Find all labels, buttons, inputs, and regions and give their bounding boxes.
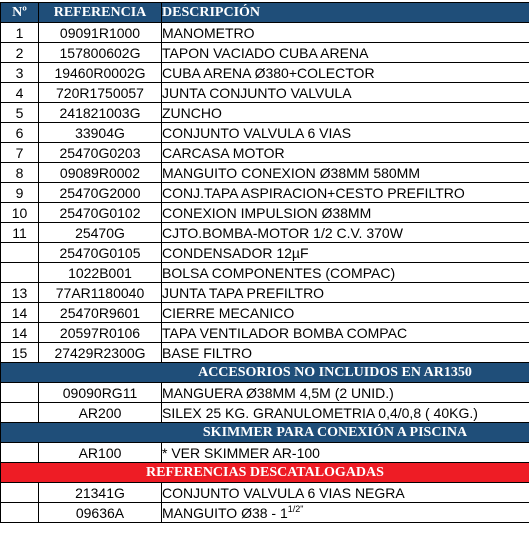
- section-accesorios-title: ACCESORIOS NO INCLUIDOS EN AR1350: [198, 364, 472, 380]
- part-number-cell: [1, 203, 39, 223]
- description-cell-text: BASE FILTRO: [162, 344, 252, 361]
- description-cell-text: JUNTA TAPA PREFILTRO: [162, 284, 325, 301]
- section-descatalogadas: [1, 463, 529, 483]
- part-number-cell-text: 1: [15, 24, 24, 41]
- reference-cell: [39, 43, 162, 63]
- part-number-cell: [1, 43, 39, 63]
- table-row: [1, 243, 529, 263]
- reference-cell-text: AR200: [78, 404, 122, 421]
- reference-cell: [39, 503, 162, 523]
- reference-cell-text: 21341G: [75, 484, 125, 501]
- table-row: [1, 63, 529, 83]
- table-row: [1, 143, 529, 163]
- table-row: [1, 483, 529, 503]
- description-cell: [162, 483, 529, 503]
- description-cell: [162, 343, 529, 363]
- reference-cell: [39, 243, 162, 263]
- table-header-row: [1, 3, 529, 23]
- description-cell-text: CARCASA MOTOR: [162, 144, 285, 161]
- description-cell: [162, 323, 529, 343]
- reference-cell: [39, 103, 162, 123]
- description-cell-text: CJTO.BOMBA-MOTOR 1/2 C.V. 370W: [162, 224, 403, 241]
- reference-cell: [39, 403, 162, 423]
- reference-cell: [39, 183, 162, 203]
- table-row: [1, 303, 529, 323]
- table-row: [1, 103, 529, 123]
- description-cell: [162, 283, 529, 303]
- part-number-cell-text: 10: [11, 204, 28, 221]
- part-number-cell-text: 4: [15, 84, 24, 101]
- description-cell-text: * VER SKIMMER AR-100: [162, 444, 320, 461]
- part-number-cell: [1, 303, 39, 323]
- part-number-cell-text: 9: [15, 184, 24, 201]
- table-row: [1, 503, 529, 523]
- description-cell: [162, 403, 529, 423]
- table-row: [1, 23, 529, 43]
- reference-cell: [39, 223, 162, 243]
- reference-cell-text: 09090RG11: [62, 384, 138, 401]
- description-cell-text: CONJUNTO VALVULA 6 VIAS NEGRA: [162, 484, 405, 501]
- reference-cell-text: 25470G0203: [59, 144, 141, 161]
- table-row: [1, 223, 529, 243]
- reference-cell-text: 25470G0105: [59, 244, 141, 261]
- description-cell-text: ZUNCHO: [162, 104, 222, 121]
- description-cell: [162, 243, 529, 263]
- description-cell-text: CIERRE MECANICO: [162, 304, 295, 321]
- reference-cell: [39, 263, 162, 283]
- part-number-cell: [1, 123, 39, 143]
- part-number-cell: [1, 263, 39, 283]
- part-number-cell: [1, 103, 39, 123]
- description-cell-text: CONEXION IMPULSION Ø38MM: [162, 204, 372, 221]
- description-cell-text: BOLSA COMPONENTES (COMPAC): [162, 264, 396, 281]
- section-skimmer-title: SKIMMER PARA CONEXIÓN A PISCINA: [202, 424, 468, 440]
- reference-cell: [39, 323, 162, 343]
- description-cell: [162, 63, 529, 83]
- part-number-cell: [1, 403, 39, 423]
- superscript-text: 1/2": [287, 503, 304, 514]
- column-header-number: Nº: [1, 3, 39, 23]
- table-row: [1, 123, 529, 143]
- description-cell-text: MANGUITO Ø38 - 1: [162, 504, 288, 521]
- description-cell-text: TAPON VACIADO CUBA ARENA: [162, 44, 369, 61]
- part-number-cell-text: 14: [11, 324, 28, 341]
- reference-cell: [39, 63, 162, 83]
- description-cell-text: CONDENSADOR 12µF: [162, 244, 309, 261]
- table-row: [1, 283, 529, 303]
- part-number-cell-text: 14: [11, 304, 28, 321]
- part-number-cell: [1, 183, 39, 203]
- description-cell-text: SILEX 25 KG. GRANULOMETRIA 0,4/0,8 ( 40KG.): [162, 404, 478, 421]
- table-row: [1, 443, 529, 463]
- description-cell-text: TAPA VENTILADOR BOMBA COMPAC: [162, 324, 408, 341]
- part-number-cell: [1, 483, 39, 503]
- description-cell: [162, 183, 529, 203]
- description-cell-text: JUNTA CONJUNTO VALVULA: [162, 84, 352, 101]
- table-row: [1, 343, 529, 363]
- reference-cell: [39, 383, 162, 403]
- table-row: [1, 83, 529, 103]
- part-number-cell: [1, 63, 39, 83]
- description-cell: [162, 383, 529, 403]
- part-number-cell: [1, 443, 39, 463]
- description-cell-text: CUBA ARENA Ø380+COLECTOR: [162, 64, 375, 81]
- table-row: [1, 203, 529, 223]
- description-cell: [162, 83, 529, 103]
- description-cell: [162, 263, 529, 283]
- column-header-description: DESCRIPCIÓN: [162, 3, 529, 23]
- part-number-cell: [1, 323, 39, 343]
- section-descatalogadas-title: REFERENCIAS DESCATALOGADAS: [146, 464, 384, 480]
- part-number-cell: [1, 383, 39, 403]
- part-number-cell-text: 2: [15, 44, 24, 61]
- section-accesorios-cell: [1, 363, 529, 383]
- description-cell: [162, 123, 529, 143]
- reference-cell: [39, 123, 162, 143]
- table-row: [1, 183, 529, 203]
- section-skimmer-cell: [1, 423, 529, 443]
- reference-cell-text: 25470G0102: [59, 204, 141, 221]
- table-row: [1, 383, 529, 403]
- column-header-reference: REFERENCIA: [39, 3, 162, 23]
- table-row: [1, 263, 529, 283]
- reference-cell-text: 77AR1180040: [55, 284, 145, 301]
- reference-cell: [39, 343, 162, 363]
- description-cell-text: MANGUITO CONEXION Ø38MM 580MM: [162, 164, 421, 181]
- reference-cell: [39, 163, 162, 183]
- reference-cell: [39, 283, 162, 303]
- table-row: [1, 323, 529, 343]
- description-cell: [162, 303, 529, 323]
- part-number-cell: [1, 163, 39, 183]
- description-cell-text: MANOMETRO: [162, 24, 255, 41]
- description-cell: [162, 43, 529, 63]
- table-row: [1, 163, 529, 183]
- reference-cell: [39, 303, 162, 323]
- description-cell: [162, 223, 529, 243]
- description-cell: [162, 203, 529, 223]
- part-number-cell-text: 15: [11, 344, 28, 361]
- part-number-cell-text: 3: [15, 64, 24, 81]
- description-cell: [162, 143, 529, 163]
- reference-cell-text: 19460R0002G: [54, 64, 146, 81]
- description-cell: [162, 23, 529, 43]
- description-cell: [162, 503, 529, 523]
- section-descatalogadas-cell: [1, 463, 529, 483]
- reference-cell-text: 33904G: [75, 124, 125, 141]
- section-skimmer: [1, 423, 529, 443]
- description-cell: [162, 163, 529, 183]
- part-number-cell: [1, 143, 39, 163]
- reference-cell-text: 27429R2300G: [54, 344, 146, 361]
- reference-cell-text: 20597R0106: [59, 324, 141, 341]
- reference-cell: [39, 83, 162, 103]
- reference-cell-text: AR100: [78, 444, 122, 461]
- part-number-cell: [1, 343, 39, 363]
- description-cell-text: CONJ.TAPA ASPIRACION+CESTO PREFILTRO: [162, 184, 465, 201]
- reference-cell-text: 25470R9601: [59, 304, 141, 321]
- reference-cell-text: 09089R0002: [59, 164, 141, 181]
- reference-cell-text: 720R1750057: [56, 84, 144, 101]
- part-number-cell: [1, 243, 39, 263]
- part-number-cell: [1, 503, 39, 523]
- parts-table: [0, 2, 529, 523]
- part-number-cell-text: 11: [12, 224, 27, 241]
- reference-cell-text: 09091R1000: [59, 24, 141, 41]
- reference-cell: [39, 143, 162, 163]
- reference-cell-text: 241821003G: [59, 104, 141, 121]
- reference-cell-text: 25470G2000: [59, 184, 141, 201]
- section-accesorios: [1, 363, 529, 383]
- table-row: [1, 43, 529, 63]
- part-number-cell-text: 7: [15, 144, 24, 161]
- table-body: [1, 23, 529, 523]
- part-number-cell-text: 6: [15, 124, 24, 141]
- table-row: [1, 403, 529, 423]
- part-number-cell-text: 5: [15, 104, 24, 121]
- reference-cell: [39, 23, 162, 43]
- description-cell-text: MANGUERA Ø38MM 4,5M (2 UNID.): [162, 384, 394, 401]
- part-number-cell: [1, 223, 39, 243]
- reference-cell-text: 157800602G: [59, 44, 141, 61]
- part-number-cell-text: 13: [11, 284, 28, 301]
- reference-cell: [39, 483, 162, 503]
- part-number-cell: [1, 283, 39, 303]
- reference-cell: [39, 203, 162, 223]
- reference-cell: [39, 443, 162, 463]
- part-number-cell-text: 8: [15, 164, 24, 181]
- reference-cell-text: 25470G: [75, 224, 125, 241]
- reference-cell-text: 09636A: [75, 504, 125, 521]
- description-cell-text: CONJUNTO VALVULA 6 VIAS: [162, 124, 352, 141]
- reference-cell-text: 1022B001: [68, 264, 132, 281]
- part-number-cell: [1, 83, 39, 103]
- description-cell: [162, 103, 529, 123]
- part-number-cell: [1, 23, 39, 43]
- description-cell: [162, 443, 529, 463]
